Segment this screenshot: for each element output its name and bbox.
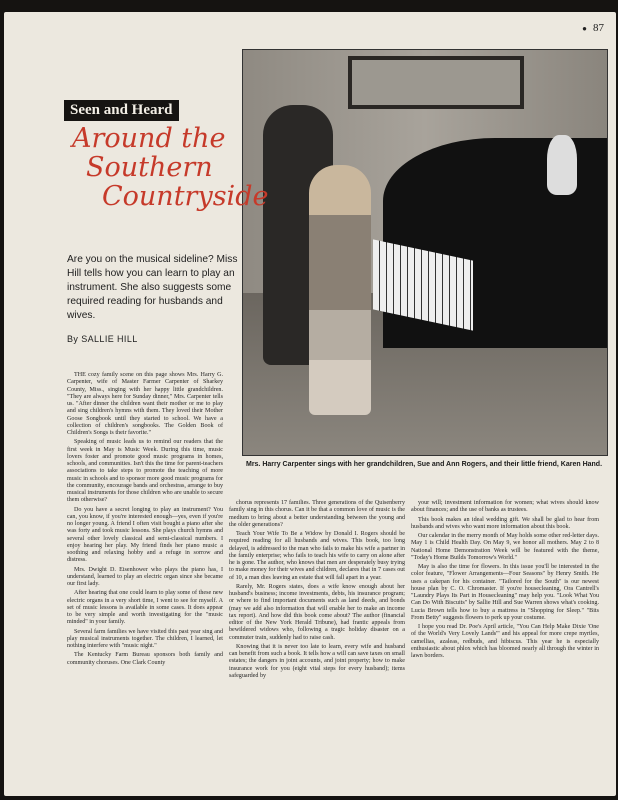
photo-vase	[547, 135, 577, 195]
photo-caption: Mrs. Harry Carpenter sings with her grandchildren, Sue and Ann Rogers, and their little friend, Karen Hand.	[245, 461, 603, 468]
intro-deck: Are you on the musical sideline? Miss Hill tells how you can learn to play an instrument. She also suggests some required reading for husbands and wives.	[67, 254, 238, 321]
paragraph: your will; investment information for women; what wives should know about finances; and the use of banks as trustees.	[411, 500, 599, 514]
paragraph: Teach Your Wife To Be a Widow by Donald I. Rogers should be required reading for all husbands and wives. This book, too long delayed, is addressed to the man who fails to make his wife a partner in the family enterprise; who fails to teach his wife to carry on alone after he is gone. The author, who knows that men are desperately busy trying to make money for their wives and children, declares that in 7 cases out of 10, a man dies leaving an estate that will fall apart in a year.	[229, 531, 405, 581]
photo-wall-painting	[348, 56, 524, 109]
title-line: Around the	[72, 123, 226, 154]
article-column-2	[229, 500, 405, 682]
paragraph: Knowing that it is never too late to learn, every wife and husband can benefit from such a book. It tells how a will can save taxes on small estates; the dangers in joint accounts, and joint property; how to make insurance work for you (eight vital steps for every husband); items safeguarded by	[229, 643, 405, 679]
bullet-icon: ●	[582, 24, 587, 33]
paragraph: I hope you read Dr. Poe's April article, "You Can Help Make Dixie 'One of the World's Very Lovely Lands'" and his appeal for more crepe myrtles, camellias, azaleas, redbuds, and hibiscus. This year he is especially enthusiastic about phlox which has bloomed nearly all through the winter in lawn borders.	[411, 624, 599, 659]
paragraph: May is also the time for flowers. In this issue you'll be interested in the color feature, "Flower Arrangements—Four Seasons" by Henry Smith. He uses a cakepan for his container. "Tailored for the South" is our newest house plan by C. O. Chromaster. If you're housecleaning, Ora Cantrell's "Laundry Plays Its Part in Housecleaning" may help you. "Look What You Can Do With Biscuits" by Sallie Hill and Sue Warren shows what's cooking. Lucia Brown tells how to buy a mattress in "Shopping for Sleep." "Bits From Betty" suggests flowers to perk up your costume.	[411, 564, 599, 621]
paragraph: Several farm families we have visited this past year sing and play musical instruments together. The children, I learned, let nothing interfere with "music night."	[67, 628, 223, 649]
photo-girl-with-book	[309, 165, 371, 415]
paragraph: The Kentucky Farm Bureau sponsors both family and community choruses. One Clark County	[67, 652, 223, 666]
article-title	[72, 123, 269, 212]
paragraph: Mrs. Dwight D. Eisenhower who plays the piano has, I understand, learned to play an electric organ since she became our first lady.	[67, 566, 223, 587]
magazine-page	[4, 12, 616, 796]
byline: By SALLIE HILL	[67, 334, 138, 344]
article-column-3	[411, 500, 599, 662]
title-line: Countryside	[102, 181, 269, 212]
paragraph: After hearing that one could learn to play some of these new electric organs in a very short time, I went to see for myself. A set of music lessons is available in some cases. It does appear to be very simple and worth investigating for the "music minded" in your family.	[67, 590, 223, 626]
paragraph: Speaking of music leads us to remind our readers that the first week in May is Music Week. During this time, music lovers foster and promote good music programs in homes, schools, and communities. Isn't this the time for parent-teachers associations to take steps to promote the teaching of more music in schools and to sponsor more good music programs for the community, encourage bands and orchestras, arrange to buy musical instruments for those children who are unable to secure them otherwise?	[67, 439, 223, 504]
family-piano-photo	[242, 49, 608, 456]
page-number-text: 87	[593, 22, 604, 34]
paragraph: This book makes an ideal wedding gift. We shall be glad to hear from husbands and wives who want more information about this book.	[411, 516, 599, 530]
paragraph: Rarely, Mr. Rogers states, does a wife know enough about her husband's business; income investments, debts, his insurance program; or where to find important documents such as land deeds, and bonds (may we add also information that will enable her to make an income tax report). And how did this book come about? The author (financial editor of the New York Herald Tribune), had frantic appeals from bewildered widows who, following a tragic holiday disaster on a commuter train, suddenly had to raise cash.	[229, 583, 405, 641]
paragraph: THE cozy family scene on this page shows Mrs. Harry G. Carpenter, wife of Master Farmer Carpenter of Sharkey County, Miss., singing with her happy little grandchildren. "They are always here for Sunday dinner," Mrs. Carpenter tells us. "After dinner the children want their mother or me to play and sing children's hymns with them. They loved their Mother Goose Songbook until they started to school. We have a collection of children's songbooks. The Golden Book of Children's Songs is their favorite."	[67, 372, 223, 436]
section-label: Seen and Heard	[64, 100, 179, 121]
paragraph: chorus represents 17 families. Three generations of the Quisenberry family sing in this chorus. Can it be that a common love of music is the medium to bring about a better understanding between the young and the older generations?	[229, 500, 405, 528]
title-line: Southern	[86, 152, 213, 183]
page-number	[582, 22, 604, 34]
paragraph: Do you have a secret longing to play an instrument? You can, you know, if you're interested enough—yes, even if you're no longer young. A friend I often visit bought a piano after she was forty and took music lessons. She plays church hymns and several other lovely classical and semi-classical numbers. I enjoy hearing her play. My friend finds her piano music a soothing and relaxing hobby and a refuge in sorrow and distress.	[67, 506, 223, 564]
article-column-1	[67, 372, 223, 669]
paragraph: Our calendar in the merry month of May holds some other red-letter days. May 1 is Child Health Day. On May 9, we honor all mothers. May 2 to 8 National Home Demonstration Week will be featured with the theme, "Today's Home Builds Tomorrow's World."	[411, 533, 599, 561]
